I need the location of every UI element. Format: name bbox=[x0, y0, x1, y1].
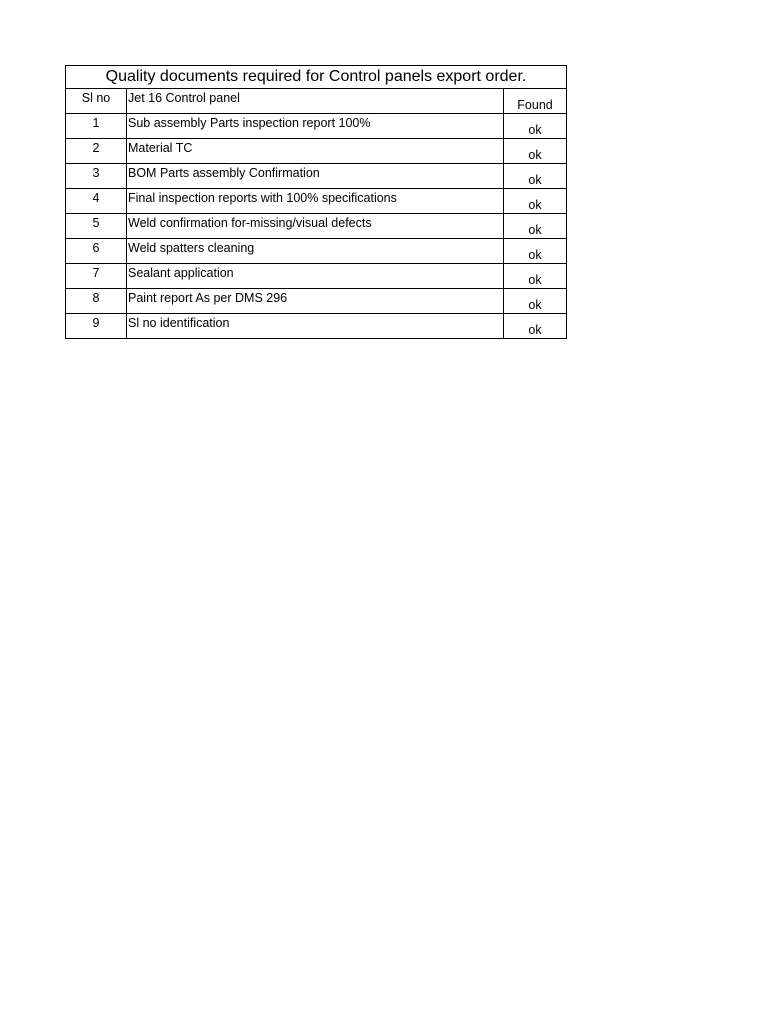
table-row bbox=[66, 264, 567, 289]
row-description: Weld spatters cleaning bbox=[127, 239, 504, 264]
row-found-status: ok bbox=[504, 114, 567, 139]
quality-documents-table bbox=[65, 65, 567, 339]
row-description: Weld confirmation for-missing/visual defects bbox=[127, 214, 504, 239]
row-found-status: ok bbox=[504, 164, 567, 189]
row-sl-no: 3 bbox=[66, 164, 127, 189]
row-description: Material TC bbox=[127, 139, 504, 164]
row-sl-no: 6 bbox=[66, 239, 127, 264]
row-sl-no: 9 bbox=[66, 314, 127, 339]
row-description: Final inspection reports with 100% specifications bbox=[127, 189, 504, 214]
table-row bbox=[66, 164, 567, 189]
header-description: Jet 16 Control panel bbox=[127, 89, 504, 114]
row-found-status: ok bbox=[504, 139, 567, 164]
row-found-status: ok bbox=[504, 314, 567, 339]
row-sl-no: 1 bbox=[66, 114, 127, 139]
row-found-status: ok bbox=[504, 214, 567, 239]
row-description: Sl no identification bbox=[127, 314, 504, 339]
row-sl-no: 7 bbox=[66, 264, 127, 289]
table-row bbox=[66, 114, 567, 139]
row-found-status: ok bbox=[504, 239, 567, 264]
header-row bbox=[66, 89, 567, 114]
table-title: Quality documents required for Control panels export order. bbox=[66, 66, 567, 89]
title-row bbox=[66, 66, 567, 89]
table-row bbox=[66, 189, 567, 214]
header-found: Found bbox=[504, 89, 567, 114]
row-description: BOM Parts assembly Confirmation bbox=[127, 164, 504, 189]
table-row bbox=[66, 214, 567, 239]
row-found-status: ok bbox=[504, 189, 567, 214]
row-description: Sealant application bbox=[127, 264, 504, 289]
table-row bbox=[66, 289, 567, 314]
row-description: Sub assembly Parts inspection report 100% bbox=[127, 114, 504, 139]
row-found-status: ok bbox=[504, 289, 567, 314]
table-row bbox=[66, 239, 567, 264]
row-description: Paint report As per DMS 296 bbox=[127, 289, 504, 314]
table-row bbox=[66, 314, 567, 339]
row-sl-no: 4 bbox=[66, 189, 127, 214]
table-row bbox=[66, 139, 567, 164]
row-sl-no: 2 bbox=[66, 139, 127, 164]
row-found-status: ok bbox=[504, 264, 567, 289]
row-sl-no: 5 bbox=[66, 214, 127, 239]
header-sl-no: Sl no bbox=[66, 89, 127, 114]
row-sl-no: 8 bbox=[66, 289, 127, 314]
